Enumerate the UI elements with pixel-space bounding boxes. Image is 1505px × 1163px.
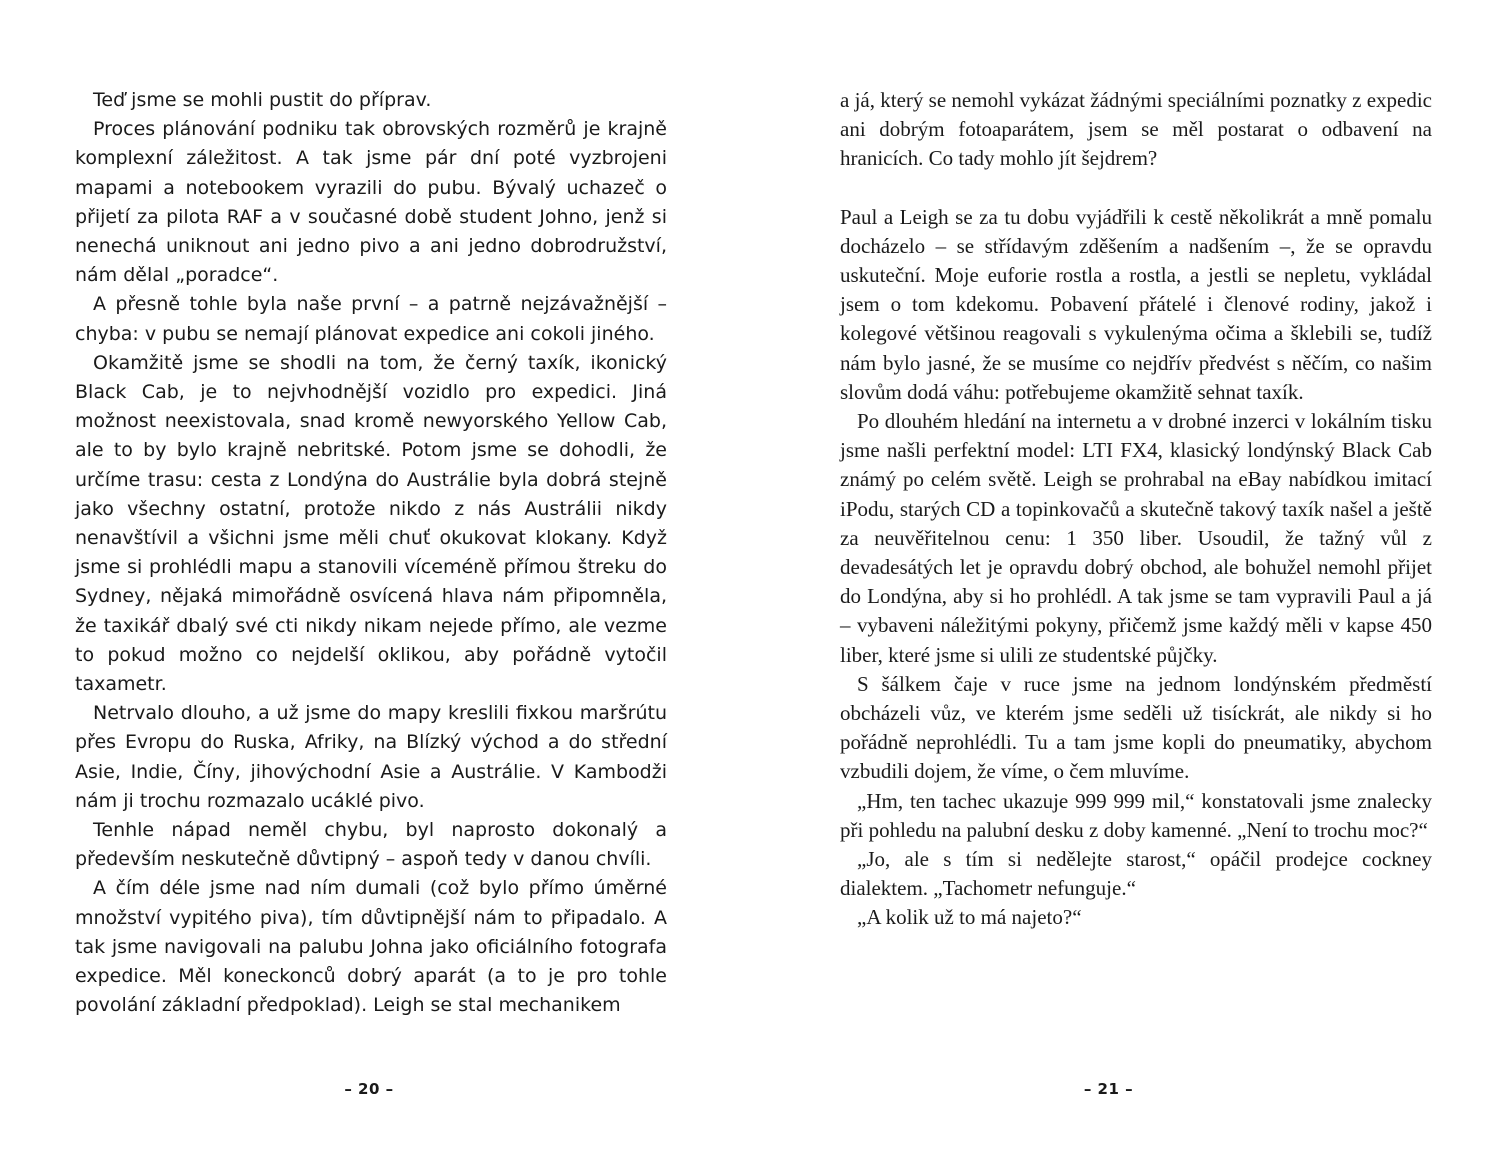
paragraph: a já, který se nemohl vykázat žádnými speciálními poznatky z expedic ani dobrým fotoaparátem, jsem se měl postarat o odbavení na hranicích. Co tady mohlo jít šejdrem? bbox=[840, 88, 1432, 171]
right-page-body bbox=[840, 86, 1432, 933]
paragraph: Proces plánování podniku tak obrovských rozměrů je krajně komplexní záležitost. A tak jsme pár dní poté vyzbrojeni mapami a notebookem vyrazili do pubu. Bývalý uchazeč o přijetí za pilota RAF a v současné době student Johno, jenž si nenechá uniknout ani jedno pivo a ani jedno dobrodružství, nám dělal „poradce“. bbox=[75, 118, 667, 287]
page-number: – 21 – bbox=[1083, 1080, 1134, 1098]
paragraph: „Jo, ale s tím si nedělejte starost,“ opáčil prodejce cockney dialektem. „Tachometr nefunguje.“ bbox=[840, 847, 1432, 901]
paragraph: „A kolik už to má najeto?“ bbox=[857, 905, 1082, 930]
paragraph: Okamžitě jsme se shodli na tom, že černý taxík, ikonický Black Cab, je to nejvhodnější vozidlo pro expedici. Jiná možnost neexistovala, snad kromě newyorského Yellow Cab, ale to by bylo krajně nebritské. Potom jsme se dohodli, že určíme trasu: cesta z Londýna do Austrálie byla dobrá stejně jako všechny ostatní, protože nikdo z nás Austrálii nikdy nenavštívil a všichni jsme měli chuť okukovat klokany. Když jsme si prohlédli mapu a stanovili víceméně přímou štreku do Sydney, nějaká mimořádně osvícená hlava nám připomněla, že taxikář dbalý své cti nikdy nikam nejede přímo, ale vezme to pokud možno co nejdelší oklikou, aby pořádně vytočil taxametr. bbox=[75, 351, 667, 696]
paragraph: Paul a Leigh se za tu dobu vyjádřili k cestě několikrát a mně pomalu docházelo – se střídavým zděšením a nadšením –, že se opravdu uskuteční. Moje euforie rostla a rostla, a jestli se nepletu, vykládal jsem o tom kdekomu. Pobavení přátelé i členové rodiny, jakož i kolegové většinou reagovali s vykulenýma očima a šklebili se, tudíž nám bylo jasné, že se musíme co nejdřív předvést s něčím, co našim slovům dodá váhu: potřebujeme okamžitě sehnat taxík. bbox=[840, 204, 1432, 404]
paragraph: Teď jsme se mohli pustit do příprav. bbox=[93, 89, 432, 111]
paragraph: Po dlouhém hledání na internetu a v drobné inzerci v lokálním tisku jsme našli perfektní model: LTI FX4, klasický londýnský Black Cab známý po celém světě. Leigh se prohrabal na eBay nabídkou imitací iPodu, starých CD a topinkovačů a skutečně takový taxík našel a ještě za neuvěřitelnou cenu: 1 350 liber. Usoudil, že tažný vůl z devadesátých let je opravdu dobrý obchod, ale bohužel nemohl přijet do Londýna, aby si ho prohlédl. A tak jsme se tam vypravili Paul a já – vybaveni náležitými pokyny, přičemž jsme každý měli v kapse 450 liber, které jsme si ulili ze studentské půjčky. bbox=[840, 409, 1432, 667]
paragraph: A čím déle jsme nad ním dumali (což bylo přímo úměrné množství vypitého piva), tím důvtipnější nám to připadalo. A tak jsme navigovali na palubu Johna jako oficiálního fotografa expedice. Měl koneckonců dobrý aparát (a to je pro tohle povolání základní předpoklad). Leigh se stal mechanikem bbox=[75, 877, 667, 1017]
paragraph: A přesně tohle byla naše první – a patrně nejzávažnější – chyba: v pubu se nemají plánovat expedice ani cokoli jiného. bbox=[75, 293, 667, 345]
paragraph: Tenhle nápad neměl chybu, byl naprosto dokonalý a především neskutečně důvtipný – aspoň tedy v danou chvíli. bbox=[75, 819, 667, 871]
paragraph: Netrvalo dlouho, a už jsme do mapy kreslili fixkou maršrútu přes Evropu do Ruska, Afriky, na Blízký východ a do střední Asie, Indie, Číny, jihovýchodní Asie a Austrálie. V Kambodži nám ji trochu rozmazalo ucáklé pivo. bbox=[75, 702, 667, 812]
right-page bbox=[752, 0, 1505, 1163]
paragraph: S šálkem čaje v ruce jsme na jednom londýnském předměstí obcházeli vůz, ve kterém jsme seděli už tisíckrát, ale nikdy si ho pořádně neprohlédli. Tu a tam jsme kopli do pneumatiky, abychom vzbudili dojem, že víme, o čem mluvíme. bbox=[840, 671, 1432, 784]
section-break bbox=[840, 174, 1432, 203]
left-page bbox=[0, 0, 752, 1163]
page-number: – 20 – bbox=[344, 1080, 394, 1098]
left-page-body bbox=[75, 86, 667, 1021]
paragraph: „Hm, ten tachec ukazuje 999 999 mil,“ konstatovali jsme znalecky při pohledu na palubní desku z doby kamenné. „Není to trochu moc?“ bbox=[840, 788, 1432, 842]
